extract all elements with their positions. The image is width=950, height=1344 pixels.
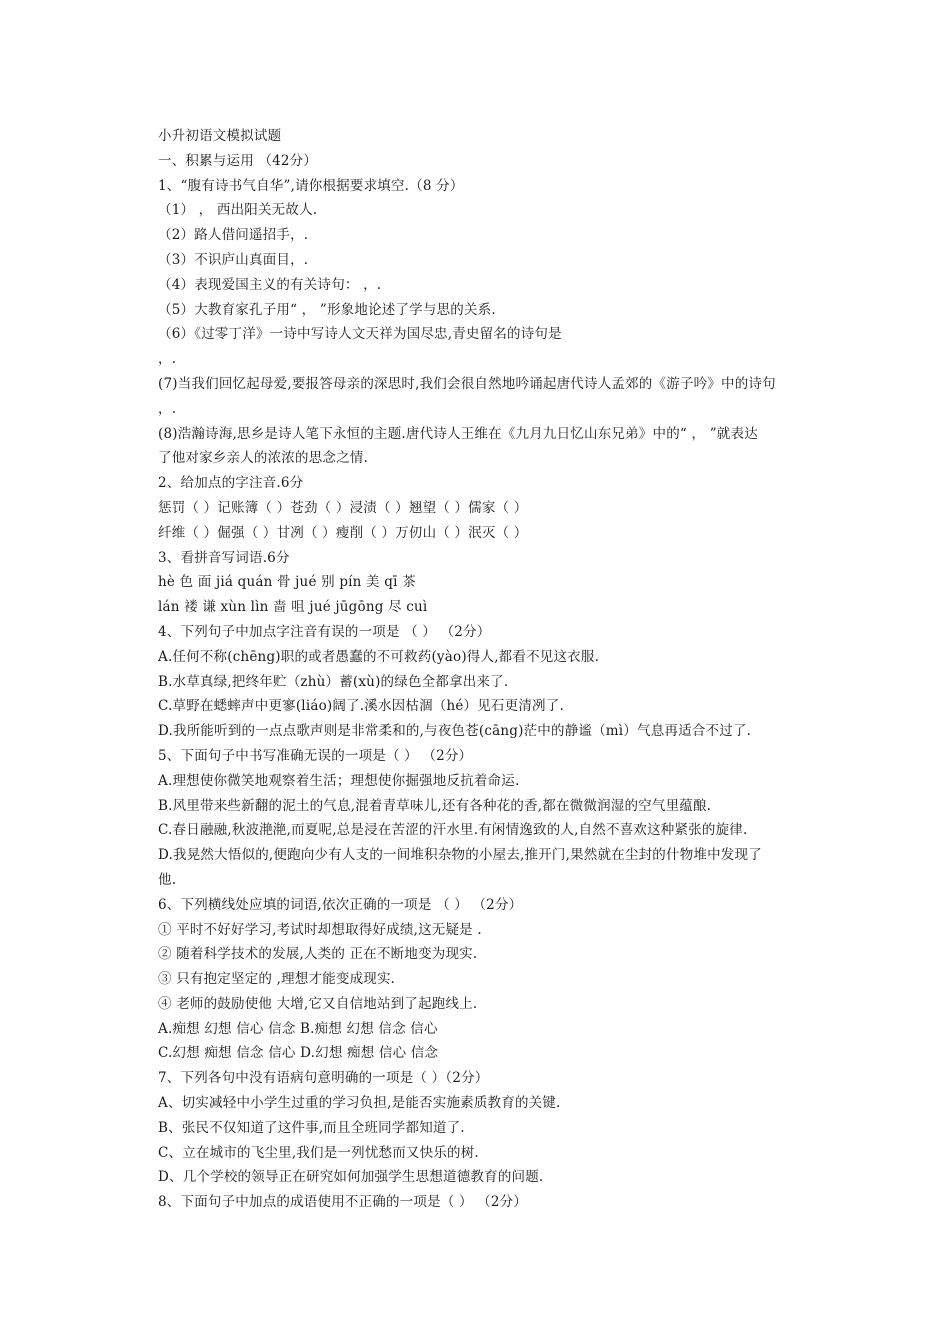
question-1-item-3: （3）不识庐山真面目，. (158, 251, 309, 268)
question-5-option-d-cont: 他. (158, 871, 177, 888)
question-6: 6、下列横线处应填的词语,依次正确的一项是 （ ） （2分） (158, 896, 523, 913)
question-3-row-1: hè 色 面 jiá quán 骨 jué 别 pín 美 qī 茶 (158, 574, 416, 591)
question-7: 7、下列各句中没有语病句意明确的一项是（ ）（2分） (158, 1070, 489, 1087)
question-1-item-7: (7)当我们回忆起母爱,要报答母亲的深思时,我们会很自然地吟诵起唐代诗人孟郊的《游子吟》中的诗句 (158, 375, 776, 392)
question-4: 4、下列句子中加点字注音有误的一项是 （ ） （2分） (158, 623, 491, 640)
question-7-option-a: A、切实减轻中小学生过重的学习负担,是能否实施素质教育的关键. (158, 1095, 561, 1112)
question-1-item-8: (8)浩瀚诗海,思乡是诗人笔下永恒的主题.唐代诗人王维在《九月九日忆山东兄弟》中的“ ， ”就表达 (158, 425, 758, 442)
question-4-option-d: D.我所能听到的一点点歌声则是非常柔和的,与夜色苍(cāng)茫中的静谧（mì）气息再适合不过了. (158, 723, 752, 740)
question-5-option-b: B.风里带来些新翻的泥土的气息,混着青草味儿,还有各种花的香,都在微微润湿的空气里蕴酿. (158, 797, 712, 814)
question-5-option-c: C.春日融融,秋波滟滟,而夏呢,总是浸在苦涩的汗水里.有闲情逸致的人,自然不喜欢这种紧张的旋律. (158, 822, 748, 839)
question-4-option-b: B.水草真绿,把终年贮（zhù）蓄(xù)的绿色全都拿出来了. (158, 673, 509, 690)
section-heading: 一、积累与运用 （42分） (158, 152, 318, 169)
question-6-sentence-4: ④ 老师的鼓励使他 大增,它又自信地站到了起跑线上. (158, 995, 478, 1012)
question-1-item-8-cont: 了他对家乡亲人的浓浓的思念之情. (158, 450, 368, 467)
question-3-row-2: lán 褛 谦 xùn lìn 啬 咀 jué jūgōng 尽 cuì (158, 599, 428, 616)
question-6-options-ab: A.痴想 幻想 信心 信念 B.痴想 幻想 信念 信心 (158, 1020, 438, 1037)
question-5: 5、下面句子中书写准确无误的一项是（ ） （2分） (158, 747, 473, 764)
question-2-row-2: 纤维（ ）倔强（ ）甘冽（ ）瘦削（ ）万仞山（ ）泯灭（ ） (158, 524, 528, 541)
question-4-option-a: A.任何不称(chēng)职的或者愚蠢的不可救药(yào)得人,都看不见这衣服. (158, 648, 600, 665)
question-8: 8、下面句子中加点的成语使用不正确的一项是（ ） （2分） (158, 1194, 528, 1211)
question-6-sentence-3: ③ 只有抱定坚定的 ,理想才能变成现实. (158, 971, 396, 988)
document-body (158, 124, 818, 1215)
question-7-option-c: C、立在城市的飞尘里,我们是一列忧愁而又快乐的树. (158, 1144, 479, 1161)
question-4-option-c: C.草野在蟋蟀声中更寥(liáo)阔了.溪水因枯涸（hé）见石更清冽了. (158, 698, 564, 715)
question-6-options-cd: C.幻想 痴想 信念 信心 D.幻想 痴想 信心 信念 (158, 1045, 439, 1062)
question-1-item-5: （5）大教育家孔子用“ ， ”形象地论述了学与思的关系. (158, 301, 496, 318)
question-6-sentence-1: ① 平时不好好学习,考试时却想取得好成绩,这无疑是 . (158, 921, 482, 938)
question-2-row-1: 惩罚（ ）记账簿（ ）苍劲（ ）浸渍（ ）翘望（ ）儒家（ ） (158, 499, 528, 516)
question-2: 2、给加点的字注音.6分 (158, 475, 304, 492)
question-1-item-6-blank: ，. (158, 351, 177, 368)
question-7-option-d: D、几个学校的领导正在研究如何加强学生思想道德教育的问题. (158, 1169, 544, 1186)
question-5-option-d: D.我晃然大悟似的,便跑向少有人支的一间堆积杂物的小屋去,推开门,果然就在尘封的什物堆中发现了 (158, 847, 762, 864)
question-6-sentence-2: ② 随着科学技术的发展,人类的 正在不断地变为现实. (158, 946, 478, 963)
question-1-item-7-blank: ，. (158, 400, 177, 417)
question-1-item-1: （1） ， 西出阳关无故人. (158, 202, 318, 219)
question-7-option-b: B、张民不仅知道了这件事,而且全班同学都知道了. (158, 1119, 465, 1136)
question-5-option-a: A.理想使你微笑地观察着生活；理想使你掘强地反抗着命运. (158, 772, 520, 789)
question-3: 3、看拼音写词语.6分 (158, 549, 290, 566)
question-1-item-2: （2）路人借问遥招手，. (158, 227, 309, 244)
doc-title: 小升初语文模拟试题 (158, 128, 282, 144)
question-1-item-6: （6）《过零丁洋》一诗中写诗人文天祥为国尽忠,青史留名的诗句是 (158, 326, 562, 343)
question-1: 1、“腹有诗书气自华”,请你根据要求填空.（8 分） (158, 177, 464, 194)
question-1-item-4: （4）表现爱国主义的有关诗句： ，. (158, 276, 382, 293)
